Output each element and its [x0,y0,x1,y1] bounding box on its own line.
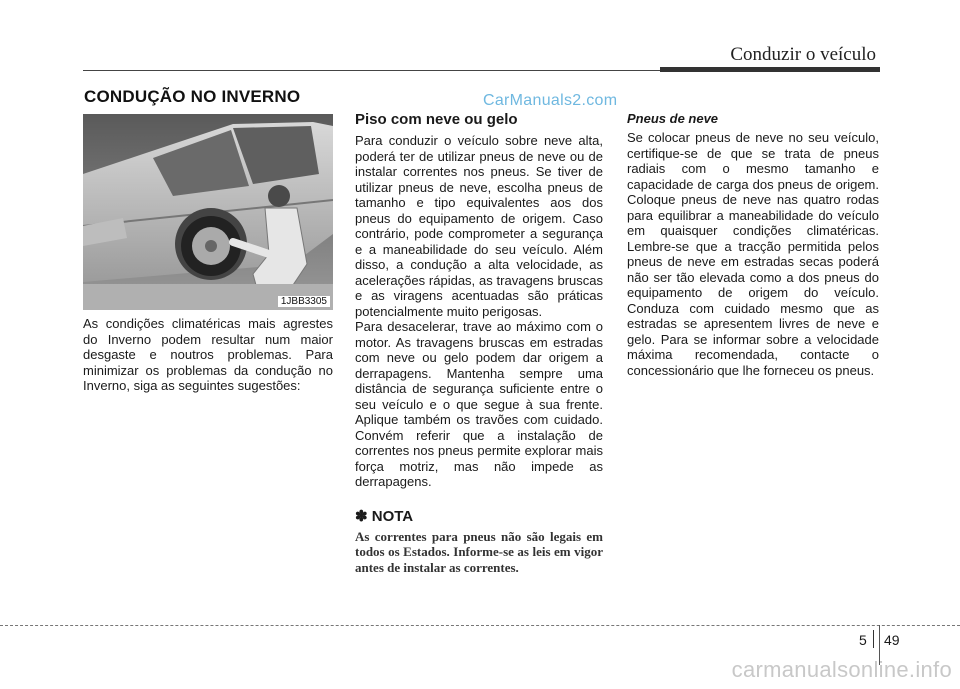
header-rule-thick [660,67,880,72]
tires-column [627,111,879,378]
intro-paragraph: As condições climatéricas mais agrestes do Inverno podem resultar num maior desgaste e noutros problemas. Para minimizar os problemas da condução no Inverno, siga as seguintes sugestões: [83,316,333,393]
tires-paragraph: Se colocar pneus de neve no seu veículo, certifique-se de que se trata de pneus radiais com o mesmo tamanho e capacidade de carga dos pneus de origem. Coloque pneus de neve nas quatro rodas para equilibrar a maneabilidade do veículo em quaisquer condições climatéricas. Lembre-se que a tracção permitida pelos pneus de neve em estradas secas poderá não ser tão elevada como a dos pneus do equipamento de origem do veículo. Conduza com cuidado mesmo que as estradas se apresentem livres de neve e gelo. Para se informar sobre a velocidade máxima recomendada, contacte o concessionário que lhe forneceu os pneus. [627,130,879,378]
snow-column [355,111,603,575]
snow-paragraph-1: Para conduzir o veículo sobre neve alta, poderá ter de utilizar pneus de neve ou de instalar correntes nos pneus. Se tiver de utilizar pneus de neve, escolha pneus de tamanho e tipo equivalentes aos dos pneus do equipamento de origem. Caso contrário, pode comprometer a segurança e a maneabilidade do seu veículo. Além disso, a condução a alta velocidade, as acelerações rápidas, as travagens bruscas e as viragens acentuadas são práticas potencialmente muito perigosas. [355,133,603,319]
car-tire-chain-illustration [83,114,333,310]
note-title: ✽ NOTA [355,507,414,525]
watermark-bottom[interactable]: carmanualsonline.info [731,657,952,682]
note-text: As correntes para pneus não são legais em todos os Estados. Informe-se as leis em vigor antes de instalar as correntes. [355,528,603,575]
snow-heading: Piso com neve ou gelo [355,111,518,128]
page-chapter-number: 5 [859,632,867,648]
section-title: CONDUÇÃO NO INVERNO [84,87,301,106]
tires-heading: Pneus de neve [627,111,719,126]
intro-column [83,316,333,394]
car-illustration-svg [83,114,333,310]
page-number: 49 [884,632,900,648]
footer-rule [0,625,960,626]
snow-paragraph-2: Para desacelerar, trave ao máximo com o motor. As travagens bruscas em estradas com neve ou gelo podem dar origem a derrapagens. Mantenha sempre uma distância de segurança suficiente entre o seu veículo e o que segue à sua frente. Aplique também os travões com cuidado. Convém referir que a instalação de correntes nos pneus permite explorar mais força motriz, mas não impede as derrapagens. [355,319,603,489]
header-rule-thin [83,70,673,71]
header-title: Conduzir o veículo [730,44,876,65]
photo-code-label: 1JBB3305 [278,296,330,307]
page-number-divider [873,630,874,648]
watermark-top[interactable]: CarManuals2.com [483,92,618,109]
